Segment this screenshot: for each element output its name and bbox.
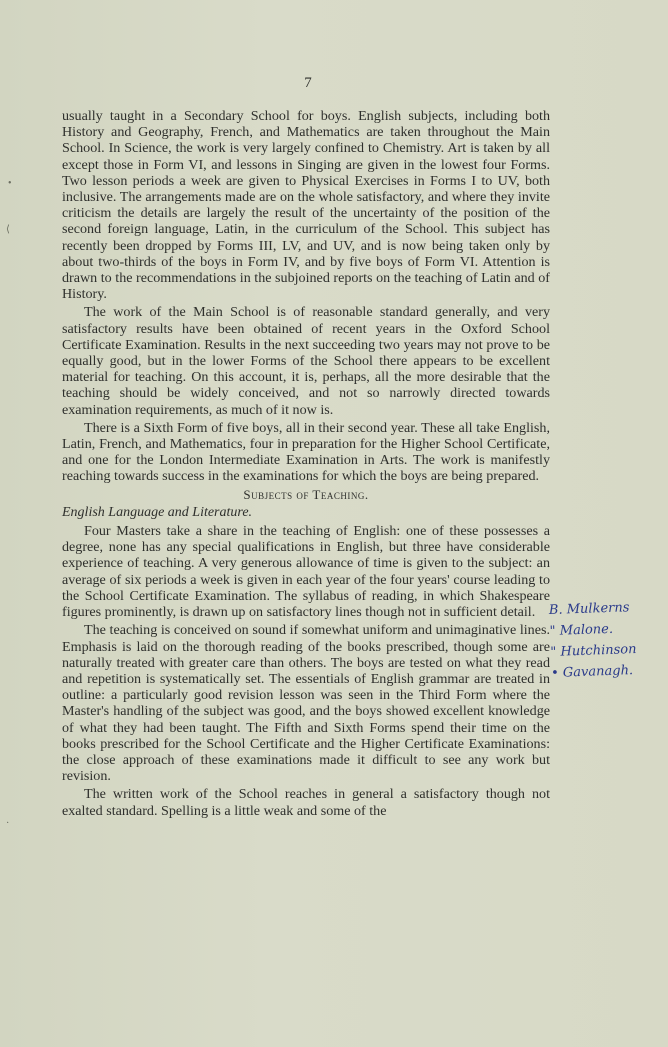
margin-note: " Hutchinson [550,641,637,660]
margin-bracket-mark: ⟨ [6,224,10,235]
page-number: 7 [304,75,312,91]
paragraph-intro-1: usually taught in a Secondary School for boys. English subjects, including both History and Geography, French, and Mathematics are taken throughout the Main School. In Science, the work is very largely confined to Chemistry. Art is taken by all except those in Form VI, and lessons in Singing are given in the lowest four Forms. Two lesson periods a week are given to Physical Exercises in Forms I to UV, both inclusive. The arrangements made are on the whole satisfactory, and where they invite criticism the details are largely the result of the uncertainty of the position of the second foreign language, Latin, in the curriculum of the School. This subject has recently been dropped by Forms III, LV, and UV, and is now being taken only by about two-thirds of the boys in Form IV, and by five boys of Form VI. Attention is drawn to the recommendations in the subjoined reports on the teaching of Latin and of History. [62,108,550,303]
subsection-heading: English Language and Literature. [62,504,253,520]
margin-note: " Malone. [549,621,614,640]
report-body [62,108,550,819]
paragraph-english-2: The teaching is conceived on sound if somewhat uniform and unimaginative lines. Emphasis is laid on the thorough reading of the books prescribed, though some are naturally treated with greater care than others. The boys are tested on what they read and repetition is systematically set. The essentials of English grammar are treated in outline: a particularly good revision lesson was seen in the Third Form where the Master's handling of the subject was good, and the boys showed excellent knowledge of what they had been taught. The Fifth and Sixth Forms spend their time on the books prescribed for the School Certificate and the Higher Certificate Examinations: the close approach of these examinations made it difficult to see any work but revision. [62,622,550,785]
handwritten-margin-notes [549,596,667,684]
margin-note: B. Mulkerns [548,600,630,619]
paragraph-english-3: The written work of the School reaches in general a satisfactory though not exalted standard. Spelling is a little weak and some of the [62,786,550,819]
paragraph-english-1: Four Masters take a share in the teaching of English: one of these possesses a degree, none has any special qualifications in English, but three have considerable experience of teaching. A very generous allowance of time is given to the subject: an average of six periods a week is given in each year of the four years' course leading to the School Certificate Examination. The syllabus of reading, in which Shakespeare figures prominently, is drawn up on satisfactory lines though not in sufficient detail. [62,523,550,621]
margin-dot-mark: • [8,178,12,189]
paragraph-intro-3: There is a Sixth Form of five boys, all in their second year. These all take English, Latin, French, and Mathematics, four in preparation for the Higher School Certificate, and one for the London Intermediate Examination in Arts. The work is manifestly reaching towards success in the examinations for which the boys are being prepared. [62,419,550,485]
paragraph-intro-2: The work of the Main School is of reasonable standard generally, and very satisfactory results have been obtained of recent years in the Oxford School Certificate Examination. Results in the next succeeding two years may not prove to be equally good, but in the lower Forms of the School there appears to be excellent material for teaching. On this account, it is, perhaps, all the more desirable that the teaching should be widely conceived, and not so narrowly directed towards examination requirements, as much of it now is. [62,304,550,418]
section-heading: Subjects of Teaching. [243,486,369,502]
margin-note: • Gavanagh. [550,663,634,681]
margin-dot-mark: · [6,818,10,829]
